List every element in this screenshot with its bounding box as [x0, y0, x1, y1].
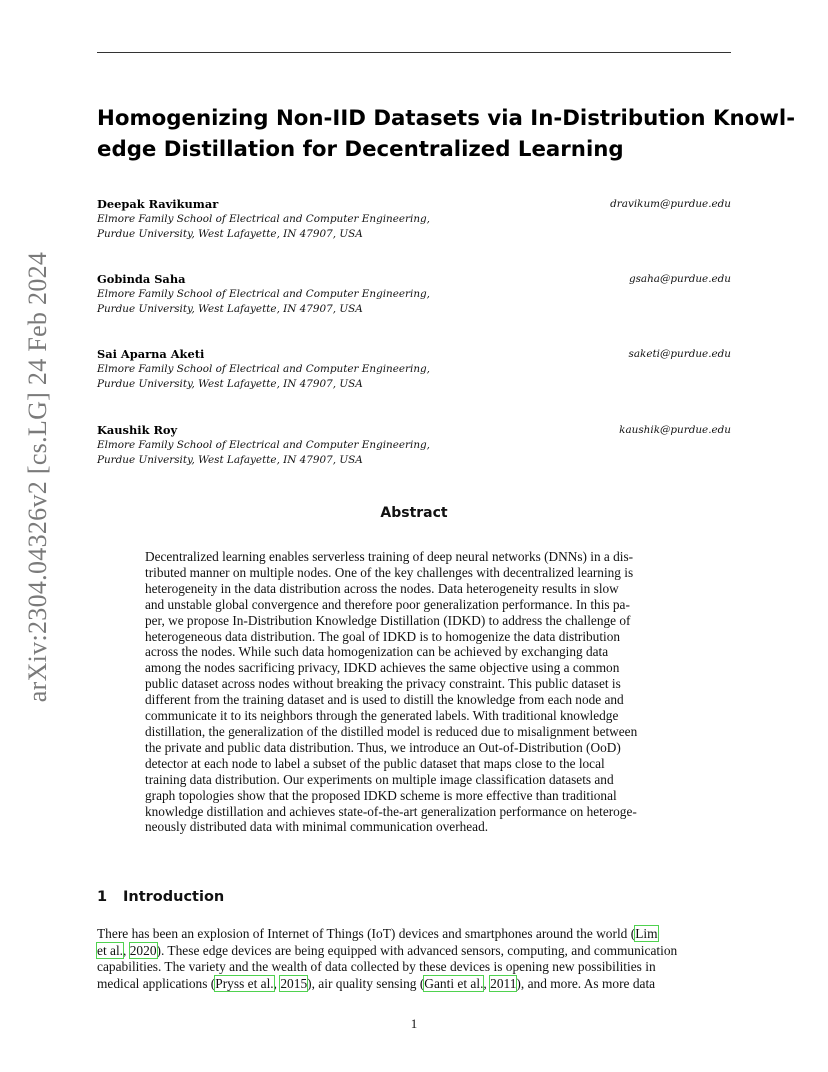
abstract-line: public dataset across nodes without breaking the privacy constraint. This public dataset is — [145, 676, 621, 692]
citation-link[interactable]: Lim — [635, 926, 658, 941]
abstract-line: among the nodes sacrificing privacy, IDKD achieves the same objective using a common — [145, 660, 620, 676]
author-affiliation: Purdue University, West Lafayette, IN 47907, USA — [97, 303, 363, 316]
author-block — [97, 423, 731, 469]
citation-link[interactable]: 2015 — [280, 975, 308, 991]
author-name: Deepak Ravikumar — [97, 197, 219, 211]
abstract-line: and unstable global convergence and therefore poor generalization performance. In this pa- — [145, 596, 630, 612]
abstract-line: different from the training dataset and is used to distill the knowledge from each node and — [145, 692, 624, 708]
author-email[interactable]: dravikum@purdue.edu — [610, 198, 731, 210]
title-line: Homogenizing Non-IID Datasets via In-Distribution Knowl- — [97, 106, 796, 131]
intro-text: ). These edge devices are being equipped with advanced sensors, computing, and communication — [156, 942, 678, 958]
title-line: edge Distillation for Decentralized Learning — [97, 137, 624, 162]
abstract-line: the private and public data distribution. Thus, we introduce an Out-of-Distribution (OoD) — [145, 739, 621, 755]
abstract-line: communicate it to its neighbors through the generated labels. With traditional knowledge — [145, 708, 619, 724]
page-number: 1 — [410, 1016, 418, 1031]
abstract-line: across the nodes. While such data homogenization can be achieved by exchanging data — [145, 644, 609, 660]
abstract-line: distillation, the generalization of the distilled model is reduced due to misalignment between — [145, 723, 638, 739]
citation-link[interactable]: 2020 — [129, 942, 157, 958]
abstract-line: training data distribution. Our experiments on multiple image classification datasets and — [145, 771, 614, 787]
intro-text: medical applications ( — [97, 975, 216, 991]
abstract-line: neously distributed data with minimal communication overhead. — [145, 819, 489, 835]
intro-text: ), and more. As more data — [516, 975, 656, 991]
author-affiliation: Purdue University, West Lafayette, IN 47907, USA — [97, 378, 363, 391]
author-name: Kaushik Roy — [97, 423, 178, 437]
author-block — [97, 197, 731, 243]
intro-line: capabilities. The variety and the wealth of data collected by these devices is opening new possibilities in — [97, 959, 656, 974]
citation-link[interactable]: Ganti et al. — [424, 975, 484, 991]
abstract-line: graph topologies show that the proposed IDKD scheme is more effective than traditional — [145, 787, 617, 803]
author-email[interactable]: saketi@purdue.edu — [628, 348, 731, 360]
author-affiliation: Purdue University, West Lafayette, IN 47907, USA — [97, 454, 363, 467]
citation-link[interactable]: et al. — [97, 942, 124, 958]
author-affiliation: Purdue University, West Lafayette, IN 47907, USA — [97, 228, 363, 241]
author-block — [97, 272, 731, 318]
intro-paragraph — [97, 926, 733, 992]
intro-line — [97, 926, 733, 943]
abstract-line: heterogeneous data distribution. The goal of IDKD is to homogenize the data distribution — [145, 628, 621, 644]
section-heading — [97, 888, 224, 906]
abstract-line: tributed manner on multiple nodes. One of the key challenges with decentralized learning is — [145, 564, 634, 580]
citation-link[interactable]: 2011 — [490, 975, 517, 991]
author-name: Gobinda Saha — [97, 272, 186, 286]
author-affiliation: Elmore Family School of Electrical and Computer Engineering, — [97, 439, 430, 451]
abstract-line: detector at each node to label a subset of the public dataset that maps close to the local — [145, 755, 605, 771]
abstract-line: Decentralized learning enables serverless training of deep neural networks (DNNs) in a dis- — [145, 549, 634, 564]
author-block — [97, 347, 731, 393]
author-affiliation: Elmore Family School of Electrical and Computer Engineering, — [97, 363, 430, 375]
abstract-heading: Abstract — [380, 505, 448, 521]
abstract-line: knowledge distillation and achieves state-of-the-art generalization performance on heteroge- — [145, 803, 637, 819]
intro-text: ), air quality sensing ( — [307, 975, 425, 991]
section-number: 1 — [97, 889, 108, 905]
abstract-body — [145, 549, 685, 835]
author-email[interactable]: gsaha@purdue.edu — [628, 273, 731, 285]
arxiv-stamp-text: arXiv:2304.04326v2 [cs.LG] 24 Feb 2024 — [23, 251, 52, 703]
abstract-line: per, we propose In-Distribution Knowledge Distillation (IDKD) to address the challenge of — [145, 612, 631, 628]
intro-text: There has been an explosion of Internet of Things (IoT) devices and smartphones around the world ( — [97, 926, 636, 941]
author-name: Sai Aparna Aketi — [97, 347, 205, 361]
abstract-line: heterogeneity in the data distribution across the nodes. Data heterogeneity results in slow — [145, 580, 619, 596]
author-email[interactable]: kaushik@purdue.edu — [619, 424, 731, 436]
top-rule — [97, 52, 731, 53]
author-affiliation: Elmore Family School of Electrical and Computer Engineering, — [97, 213, 430, 225]
intro-line: et al., 2020). These edge devices are being equipped with advanced sensors, computing, and communication — [97, 942, 678, 958]
intro-line: medical applications (Pryss et al., 2015), air quality sensing (Ganti et al., 2011), and more. As more data — [97, 975, 656, 991]
paper-title — [97, 103, 796, 165]
section-title: Introduction — [123, 889, 225, 905]
citation-link[interactable]: Pryss et al. — [215, 975, 274, 991]
author-affiliation: Elmore Family School of Electrical and Computer Engineering, — [97, 288, 430, 300]
